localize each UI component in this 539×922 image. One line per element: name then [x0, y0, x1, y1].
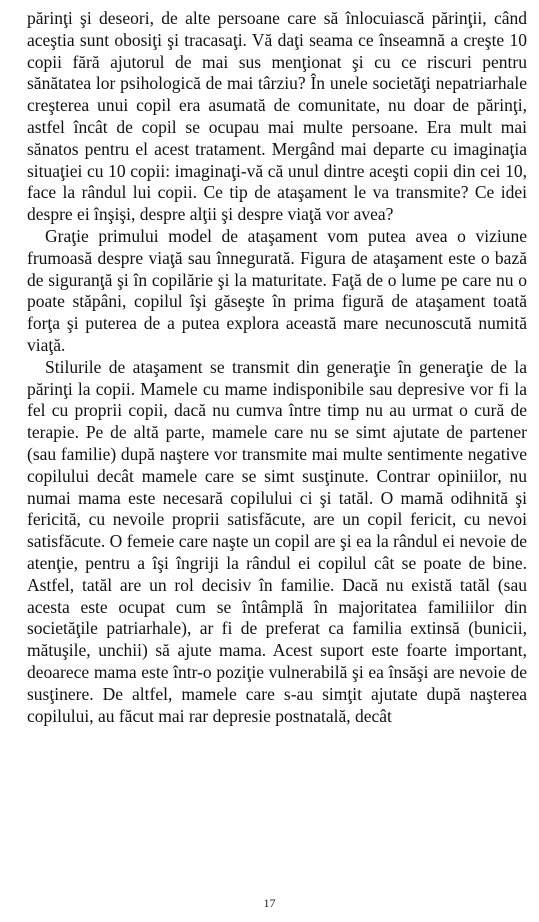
body-text [27, 8, 527, 727]
paragraph-attachment-model: Graţie primului model de ataşament vom putea avea o viziune frumoasă despre viaţă sau înnegurată. Figura de ataşament este o bază de siguranţă şi în copilărie şi la maturitate. Faţă de o lume pe care nu o poate stăpâni, copilul îşi găseşte în prima figură de ataşament toată forţa şi puterea de a putea explora această mare necunoscută numită viaţă. [27, 225, 527, 355]
paragraph-continuation: părinţi şi deseori, de alte persoane care să înlocuiască părinţii, când aceştia sunt obosiţi şi tracasaţi. Vă daţi seama ce înseamnă a creşte 10 copii fără ajutorul de mai sus menţionat şi cu ce riscuri pentru sănătatea lor psihologică de mai târziu? În unele societăţi nepatriarhale creşterea unui copil era asumată de comunitate, nu doar de părinţi, astfel încât de copil se ocupau mai multe persoane. Era mult mai sănatos pentru el acest tratament. Mergând mai departe cu imaginaţia situaţiei cu 10 copii: imaginaţi-vă că unul dintre aceşti copii din cei 10, face la rândul lui copii. Ce tip de ataşament le va transmite? Ce idei despre ei înşişi, despre alţii şi despre viaţă vor avea? [27, 8, 527, 225]
paragraph-attachment-styles: Stilurile de ataşament se transmit din generaţie în generaţie de la părinţi la copii. Mamele cu mame indisponibile sau depresive vor fi la fel cu proprii copii, dacă nu cumva între timp nu au urmat o cură de terapie. Pe de altă parte, mamele care nu se simt ajutate de partener (sau familie) după naştere vor transmite mai multe sentimente negative copilului decât mamele care se simt susţinute. Contrar opiniilor, nu numai mama este necesară copilului ci şi tatăl. O mamă odihnită şi fericită, cu nevoile proprii satisfăcute, are un copil fericit, cu nevoi satisfăcute. O femeie care naşte un copil are şi ea la rândul ei nevoie de atenţie, pentru a îşi îngriji la rândul ei copilul cât se poate de bine. Astfel, tatăl are un rol decisiv în familie. Dacă nu există tatăl (sau acesta este ocupat cum se întâmplă în majoritatea familiilor din societăţile patriarhale), ar fi de preferat ca familia extinsă (bunicii, mătuşile, unchii) să ajute mama. Acest suport este foarte important, deoarece mama este într-o poziţie vulnerabilă şi ea însăşi are nevoie de susţinere. De altfel, mamele care s-au simţit ajutate după naşterea copilului, au făcut mai rar depresie postnatală, decât [27, 356, 527, 726]
page-number: 17 [263, 896, 276, 910]
